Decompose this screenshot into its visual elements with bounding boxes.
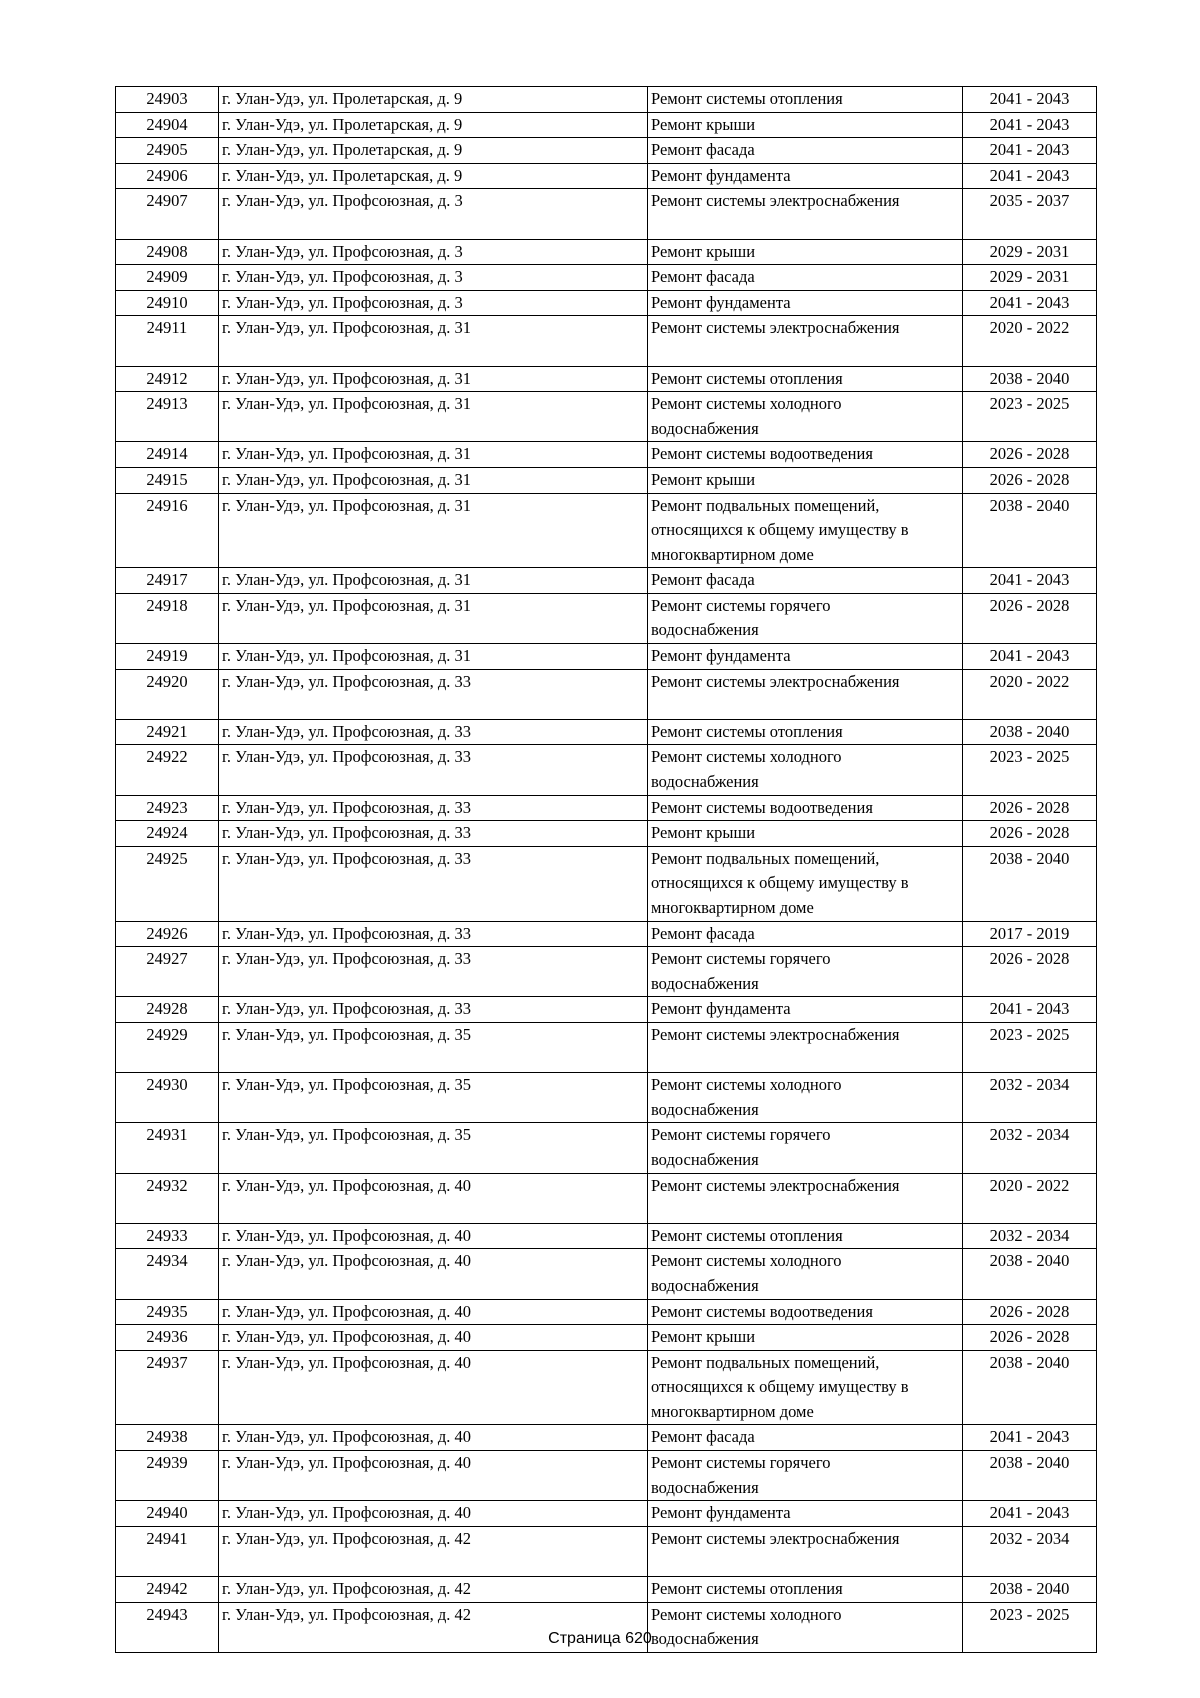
work-type-line: Ремонт системы электроснабжения (651, 1175, 900, 1195)
row-number-cell: 24908 (116, 239, 219, 265)
work-type-line: Ремонт фундамента (651, 999, 791, 1019)
address-cell: г. Улан-Удэ, ул. Пролетарская, д. 9 (219, 87, 648, 113)
work-type-line: относящихся к общему имуществу в (651, 873, 909, 893)
period-cell: 2026 - 2028 (963, 593, 1097, 643)
period-cell: 2038 - 2040 (963, 1350, 1097, 1425)
work-type-line: Ремонт системы горячего (651, 1453, 831, 1473)
work-type-cell (648, 366, 963, 392)
table-row (116, 997, 1097, 1023)
work-type-line: Ремонт системы электроснабжения (651, 1024, 900, 1044)
row-number-cell: 24916 (116, 493, 219, 568)
work-type-cell (648, 316, 963, 366)
work-type-cell (648, 442, 963, 468)
address-cell: г. Улан-Удэ, ул. Профсоюзная, д. 33 (219, 947, 648, 997)
work-type-line: Ремонт крыши (651, 241, 756, 261)
period-cell: 2020 - 2022 (963, 669, 1097, 719)
row-number-cell: 24924 (116, 821, 219, 847)
work-type-line: водоснабжения (651, 1099, 759, 1119)
work-type-cell (648, 1173, 963, 1223)
work-type-line: Ремонт системы водоотведения (651, 444, 873, 464)
row-number-cell: 24920 (116, 669, 219, 719)
table-row (116, 112, 1097, 138)
address-cell: г. Улан-Удэ, ул. Профсоюзная, д. 42 (219, 1577, 648, 1603)
address-cell: г. Улан-Удэ, ул. Профсоюзная, д. 40 (219, 1350, 648, 1425)
period-cell: 2038 - 2040 (963, 1577, 1097, 1603)
address-cell: г. Улан-Удэ, ул. Пролетарская, д. 9 (219, 163, 648, 189)
row-number-cell: 24930 (116, 1073, 219, 1123)
period-cell: 2026 - 2028 (963, 467, 1097, 493)
row-number-cell: 24918 (116, 593, 219, 643)
address-cell: г. Улан-Удэ, ул. Профсоюзная, д. 40 (219, 1451, 648, 1501)
work-type-cell (648, 138, 963, 164)
address-cell: г. Улан-Удэ, ул. Профсоюзная, д. 31 (219, 392, 648, 442)
row-number-cell: 24943 (116, 1602, 219, 1652)
table-row (116, 1223, 1097, 1249)
period-cell: 2041 - 2043 (963, 163, 1097, 189)
table-row (116, 1073, 1097, 1123)
row-number-cell: 24923 (116, 795, 219, 821)
table-row (116, 1022, 1097, 1072)
work-type-line: водоснабжения (651, 1275, 759, 1295)
period-cell: 2023 - 2025 (963, 392, 1097, 442)
address-cell: г. Улан-Удэ, ул. Профсоюзная, д. 31 (219, 644, 648, 670)
address-cell: г. Улан-Удэ, ул. Профсоюзная, д. 40 (219, 1501, 648, 1527)
work-type-line: Ремонт крыши (651, 114, 756, 134)
row-number-cell: 24911 (116, 316, 219, 366)
work-type-line: Ремонт фасада (651, 140, 755, 160)
period-cell: 2026 - 2028 (963, 442, 1097, 468)
work-type-line: относящихся к общему имуществу в (651, 520, 909, 540)
row-number-cell: 24929 (116, 1022, 219, 1072)
work-type-cell (648, 1425, 963, 1451)
work-type-cell (648, 1123, 963, 1173)
period-cell: 2020 - 2022 (963, 316, 1097, 366)
period-cell: 2038 - 2040 (963, 1249, 1097, 1299)
address-cell: г. Улан-Удэ, ул. Профсоюзная, д. 31 (219, 493, 648, 568)
row-number-cell: 24909 (116, 265, 219, 291)
work-type-line: Ремонт фасада (651, 923, 755, 943)
work-type-line: Ремонт системы холодного (651, 1604, 842, 1624)
period-cell: 2032 - 2034 (963, 1123, 1097, 1173)
table-row (116, 593, 1097, 643)
work-type-line: многоквартирном доме (651, 544, 814, 564)
table-row (116, 568, 1097, 594)
work-type-line: Ремонт системы горячего (651, 1125, 831, 1145)
row-number-cell: 24922 (116, 745, 219, 795)
period-cell: 2038 - 2040 (963, 846, 1097, 921)
table-row (116, 846, 1097, 921)
table-row (116, 316, 1097, 366)
address-cell: г. Улан-Удэ, ул. Профсоюзная, д. 31 (219, 568, 648, 594)
period-cell: 2041 - 2043 (963, 112, 1097, 138)
row-number-cell: 24907 (116, 189, 219, 239)
period-cell: 2041 - 2043 (963, 997, 1097, 1023)
period-cell: 2020 - 2022 (963, 1173, 1097, 1223)
row-number-cell: 24937 (116, 1350, 219, 1425)
row-number-cell: 24912 (116, 366, 219, 392)
period-cell: 2032 - 2034 (963, 1073, 1097, 1123)
work-type-cell (648, 493, 963, 568)
work-type-cell (648, 1299, 963, 1325)
table-row (116, 189, 1097, 239)
work-type-line: Ремонт фундамента (651, 1503, 791, 1523)
work-type-line: водоснабжения (651, 1629, 759, 1649)
row-number-cell: 24913 (116, 392, 219, 442)
work-type-cell (648, 265, 963, 291)
work-type-cell (648, 745, 963, 795)
row-number-cell: 24928 (116, 997, 219, 1023)
address-cell: г. Улан-Удэ, ул. Профсоюзная, д. 3 (219, 239, 648, 265)
table-row (116, 392, 1097, 442)
row-number-cell: 24931 (116, 1123, 219, 1173)
work-type-cell (648, 87, 963, 113)
work-type-line: водоснабжения (651, 973, 759, 993)
table-row (116, 1249, 1097, 1299)
row-number-cell: 24919 (116, 644, 219, 670)
address-cell: г. Улан-Удэ, ул. Профсоюзная, д. 40 (219, 1223, 648, 1249)
period-cell: 2038 - 2040 (963, 493, 1097, 568)
work-type-line: водоснабжения (651, 772, 759, 792)
work-type-cell (648, 1022, 963, 1072)
row-number-cell: 24940 (116, 1501, 219, 1527)
work-type-cell (648, 1501, 963, 1527)
work-type-cell (648, 239, 963, 265)
work-type-cell (648, 921, 963, 947)
period-cell: 2026 - 2028 (963, 1325, 1097, 1351)
row-number-cell: 24914 (116, 442, 219, 468)
table-row (116, 138, 1097, 164)
work-type-line: Ремонт подвальных помещений, (651, 495, 880, 515)
period-cell: 2026 - 2028 (963, 795, 1097, 821)
work-type-line: Ремонт системы водоотведения (651, 1301, 873, 1321)
work-type-cell (648, 795, 963, 821)
work-type-line: многоквартирном доме (651, 898, 814, 917)
work-type-line: Ремонт крыши (651, 823, 756, 843)
row-number-cell: 24933 (116, 1223, 219, 1249)
row-number-cell: 24942 (116, 1577, 219, 1603)
row-number-cell: 24915 (116, 467, 219, 493)
address-cell: г. Улан-Удэ, ул. Профсоюзная, д. 33 (219, 719, 648, 745)
row-number-cell: 24925 (116, 846, 219, 921)
period-cell: 2023 - 2025 (963, 745, 1097, 795)
table-row (116, 87, 1097, 113)
table-row (116, 1350, 1097, 1425)
period-cell: 2041 - 2043 (963, 87, 1097, 113)
row-number-cell: 24934 (116, 1249, 219, 1299)
work-type-line: водоснабжения (651, 620, 759, 640)
work-type-cell (648, 593, 963, 643)
work-type-line: Ремонт системы горячего (651, 949, 831, 969)
row-number-cell: 24927 (116, 947, 219, 997)
period-cell: 2038 - 2040 (963, 366, 1097, 392)
work-type-cell (648, 189, 963, 239)
table-row (116, 265, 1097, 291)
work-type-cell (648, 467, 963, 493)
work-type-cell (648, 719, 963, 745)
table-row (116, 493, 1097, 568)
work-type-cell (648, 290, 963, 316)
table-row (116, 442, 1097, 468)
address-cell: г. Улан-Удэ, ул. Профсоюзная, д. 3 (219, 265, 648, 291)
address-cell: г. Улан-Удэ, ул. Профсоюзная, д. 31 (219, 442, 648, 468)
table-row (116, 669, 1097, 719)
work-type-line: Ремонт подвальных помещений, (651, 848, 880, 868)
work-type-cell (648, 1451, 963, 1501)
period-cell: 2026 - 2028 (963, 1299, 1097, 1325)
work-type-line: Ремонт системы отопления (651, 1579, 843, 1599)
work-type-cell (648, 997, 963, 1023)
page-number: Страница 620 (548, 1630, 652, 1647)
table-row (116, 1299, 1097, 1325)
work-type-cell (648, 1249, 963, 1299)
row-number-cell: 24905 (116, 138, 219, 164)
period-cell: 2029 - 2031 (963, 265, 1097, 291)
work-type-line: Ремонт крыши (651, 469, 756, 489)
period-cell: 2041 - 2043 (963, 1425, 1097, 1451)
period-cell: 2035 - 2037 (963, 189, 1097, 239)
row-number-cell: 24903 (116, 87, 219, 113)
table-row (116, 644, 1097, 670)
work-type-line: Ремонт системы отопления (651, 721, 843, 741)
row-number-cell: 24921 (116, 719, 219, 745)
work-type-line: Ремонт системы холодного (651, 1251, 842, 1271)
work-type-line: водоснабжения (651, 1477, 759, 1497)
table-row (116, 467, 1097, 493)
table-row (116, 719, 1097, 745)
table-row (116, 239, 1097, 265)
work-type-line: Ремонт системы водоотведения (651, 797, 873, 817)
work-type-cell (648, 1350, 963, 1425)
table-row (116, 1123, 1097, 1173)
work-type-cell (648, 1526, 963, 1576)
work-type-line: Ремонт фасада (651, 267, 755, 287)
address-cell: г. Улан-Удэ, ул. Профсоюзная, д. 3 (219, 290, 648, 316)
work-type-line: Ремонт системы электроснабжения (651, 191, 900, 211)
row-number-cell: 24939 (116, 1451, 219, 1501)
period-cell: 2029 - 2031 (963, 239, 1097, 265)
work-type-line: Ремонт крыши (651, 1327, 756, 1347)
row-number-cell: 24926 (116, 921, 219, 947)
work-type-cell (648, 1223, 963, 1249)
table-row (116, 745, 1097, 795)
address-cell: г. Улан-Удэ, ул. Профсоюзная, д. 40 (219, 1249, 648, 1299)
period-cell: 2041 - 2043 (963, 290, 1097, 316)
row-number-cell: 24938 (116, 1425, 219, 1451)
work-type-line: Ремонт системы отопления (651, 1225, 843, 1245)
address-cell: г. Улан-Удэ, ул. Профсоюзная, д. 33 (219, 997, 648, 1023)
address-cell: г. Улан-Удэ, ул. Профсоюзная, д. 33 (219, 821, 648, 847)
table-row (116, 821, 1097, 847)
work-type-line: Ремонт фундамента (651, 646, 791, 666)
address-cell: г. Улан-Удэ, ул. Профсоюзная, д. 35 (219, 1123, 648, 1173)
period-cell: 2017 - 2019 (963, 921, 1097, 947)
work-type-cell (648, 669, 963, 719)
period-cell: 2038 - 2040 (963, 719, 1097, 745)
work-type-line: водоснабжения (651, 418, 759, 438)
row-number-cell: 24917 (116, 568, 219, 594)
period-cell: 2032 - 2034 (963, 1526, 1097, 1576)
work-type-cell (648, 112, 963, 138)
work-type-cell (648, 1073, 963, 1123)
work-type-line: Ремонт фасада (651, 570, 755, 590)
period-cell: 2041 - 2043 (963, 138, 1097, 164)
table-row (116, 1526, 1097, 1576)
work-type-line: Ремонт системы электроснабжения (651, 671, 900, 691)
period-cell: 2041 - 2043 (963, 644, 1097, 670)
period-cell: 2041 - 2043 (963, 1501, 1097, 1527)
row-number-cell: 24936 (116, 1325, 219, 1351)
address-cell: г. Улан-Удэ, ул. Пролетарская, д. 9 (219, 138, 648, 164)
work-type-cell (648, 1325, 963, 1351)
work-type-line: многоквартирном доме (651, 1401, 814, 1421)
table-row (116, 1173, 1097, 1223)
work-type-line: Ремонт системы электроснабжения (651, 1528, 900, 1548)
period-cell: 2038 - 2040 (963, 1451, 1097, 1501)
table-row (116, 1325, 1097, 1351)
address-cell: г. Улан-Удэ, ул. Профсоюзная, д. 33 (219, 745, 648, 795)
work-type-cell (648, 163, 963, 189)
work-type-line: Ремонт фундамента (651, 292, 791, 312)
address-cell: г. Улан-Удэ, ул. Профсоюзная, д. 33 (219, 669, 648, 719)
work-type-line: водоснабжения (651, 1149, 759, 1169)
work-type-cell (648, 821, 963, 847)
work-type-line: Ремонт системы электроснабжения (651, 318, 900, 338)
work-type-line: Ремонт системы холодного (651, 1075, 842, 1095)
table-row (116, 1577, 1097, 1603)
work-type-cell (648, 568, 963, 594)
address-cell: г. Улан-Удэ, ул. Профсоюзная, д. 42 (219, 1526, 648, 1576)
address-cell: г. Улан-Удэ, ул. Профсоюзная, д. 40 (219, 1173, 648, 1223)
table-row (116, 163, 1097, 189)
table-row (116, 366, 1097, 392)
row-number-cell: 24904 (116, 112, 219, 138)
work-type-cell (648, 1577, 963, 1603)
work-type-line: относящихся к общему имуществу в (651, 1377, 909, 1397)
address-cell: г. Улан-Удэ, ул. Профсоюзная, д. 35 (219, 1073, 648, 1123)
address-cell: г. Улан-Удэ, ул. Профсоюзная, д. 31 (219, 366, 648, 392)
period-cell: 2023 - 2025 (963, 1602, 1097, 1652)
address-cell: г. Улан-Удэ, ул. Профсоюзная, д. 33 (219, 921, 648, 947)
period-cell: 2026 - 2028 (963, 821, 1097, 847)
address-cell: г. Улан-Удэ, ул. Профсоюзная, д. 40 (219, 1425, 648, 1451)
row-number-cell: 24935 (116, 1299, 219, 1325)
row-number-cell: 24941 (116, 1526, 219, 1576)
work-type-line: Ремонт системы отопления (651, 368, 843, 388)
work-type-line: Ремонт фасада (651, 1427, 755, 1447)
table-body (116, 87, 1097, 1653)
work-type-cell (648, 947, 963, 997)
table-row (116, 290, 1097, 316)
address-cell: г. Улан-Удэ, ул. Профсоюзная, д. 33 (219, 846, 648, 921)
address-cell: г. Улан-Удэ, ул. Профсоюзная, д. 40 (219, 1299, 648, 1325)
address-cell: г. Улан-Удэ, ул. Профсоюзная, д. 31 (219, 593, 648, 643)
repair-schedule-table (115, 86, 1097, 1653)
table-row (116, 921, 1097, 947)
address-cell: г. Улан-Удэ, ул. Профсоюзная, д. 42 (219, 1602, 648, 1652)
address-cell: г. Улан-Удэ, ул. Профсоюзная, д. 31 (219, 467, 648, 493)
table-row (116, 1425, 1097, 1451)
row-number-cell: 24906 (116, 163, 219, 189)
period-cell: 2023 - 2025 (963, 1022, 1097, 1072)
work-type-line: Ремонт фундамента (651, 165, 791, 185)
address-cell: г. Улан-Удэ, ул. Профсоюзная, д. 35 (219, 1022, 648, 1072)
address-cell: г. Улан-Удэ, ул. Профсоюзная, д. 31 (219, 316, 648, 366)
address-cell: г. Улан-Удэ, ул. Профсоюзная, д. 3 (219, 189, 648, 239)
period-cell: 2041 - 2043 (963, 568, 1097, 594)
period-cell: 2026 - 2028 (963, 947, 1097, 997)
table-row (116, 1451, 1097, 1501)
table-row (116, 947, 1097, 997)
row-number-cell: 24910 (116, 290, 219, 316)
work-type-line: Ремонт системы холодного (651, 747, 842, 767)
address-cell: г. Улан-Удэ, ул. Профсоюзная, д. 40 (219, 1325, 648, 1351)
address-cell: г. Улан-Удэ, ул. Профсоюзная, д. 33 (219, 795, 648, 821)
row-number-cell: 24932 (116, 1173, 219, 1223)
address-cell: г. Улан-Удэ, ул. Пролетарская, д. 9 (219, 112, 648, 138)
table-row (116, 1501, 1097, 1527)
work-type-line: Ремонт системы горячего (651, 595, 831, 615)
work-type-line: Ремонт подвальных помещений, (651, 1352, 880, 1372)
work-type-line: Ремонт системы отопления (651, 89, 843, 108)
work-type-cell (648, 392, 963, 442)
period-cell: 2032 - 2034 (963, 1223, 1097, 1249)
work-type-cell (648, 846, 963, 921)
work-type-cell (648, 644, 963, 670)
table-row (116, 795, 1097, 821)
work-type-line: Ремонт системы холодного (651, 394, 842, 414)
